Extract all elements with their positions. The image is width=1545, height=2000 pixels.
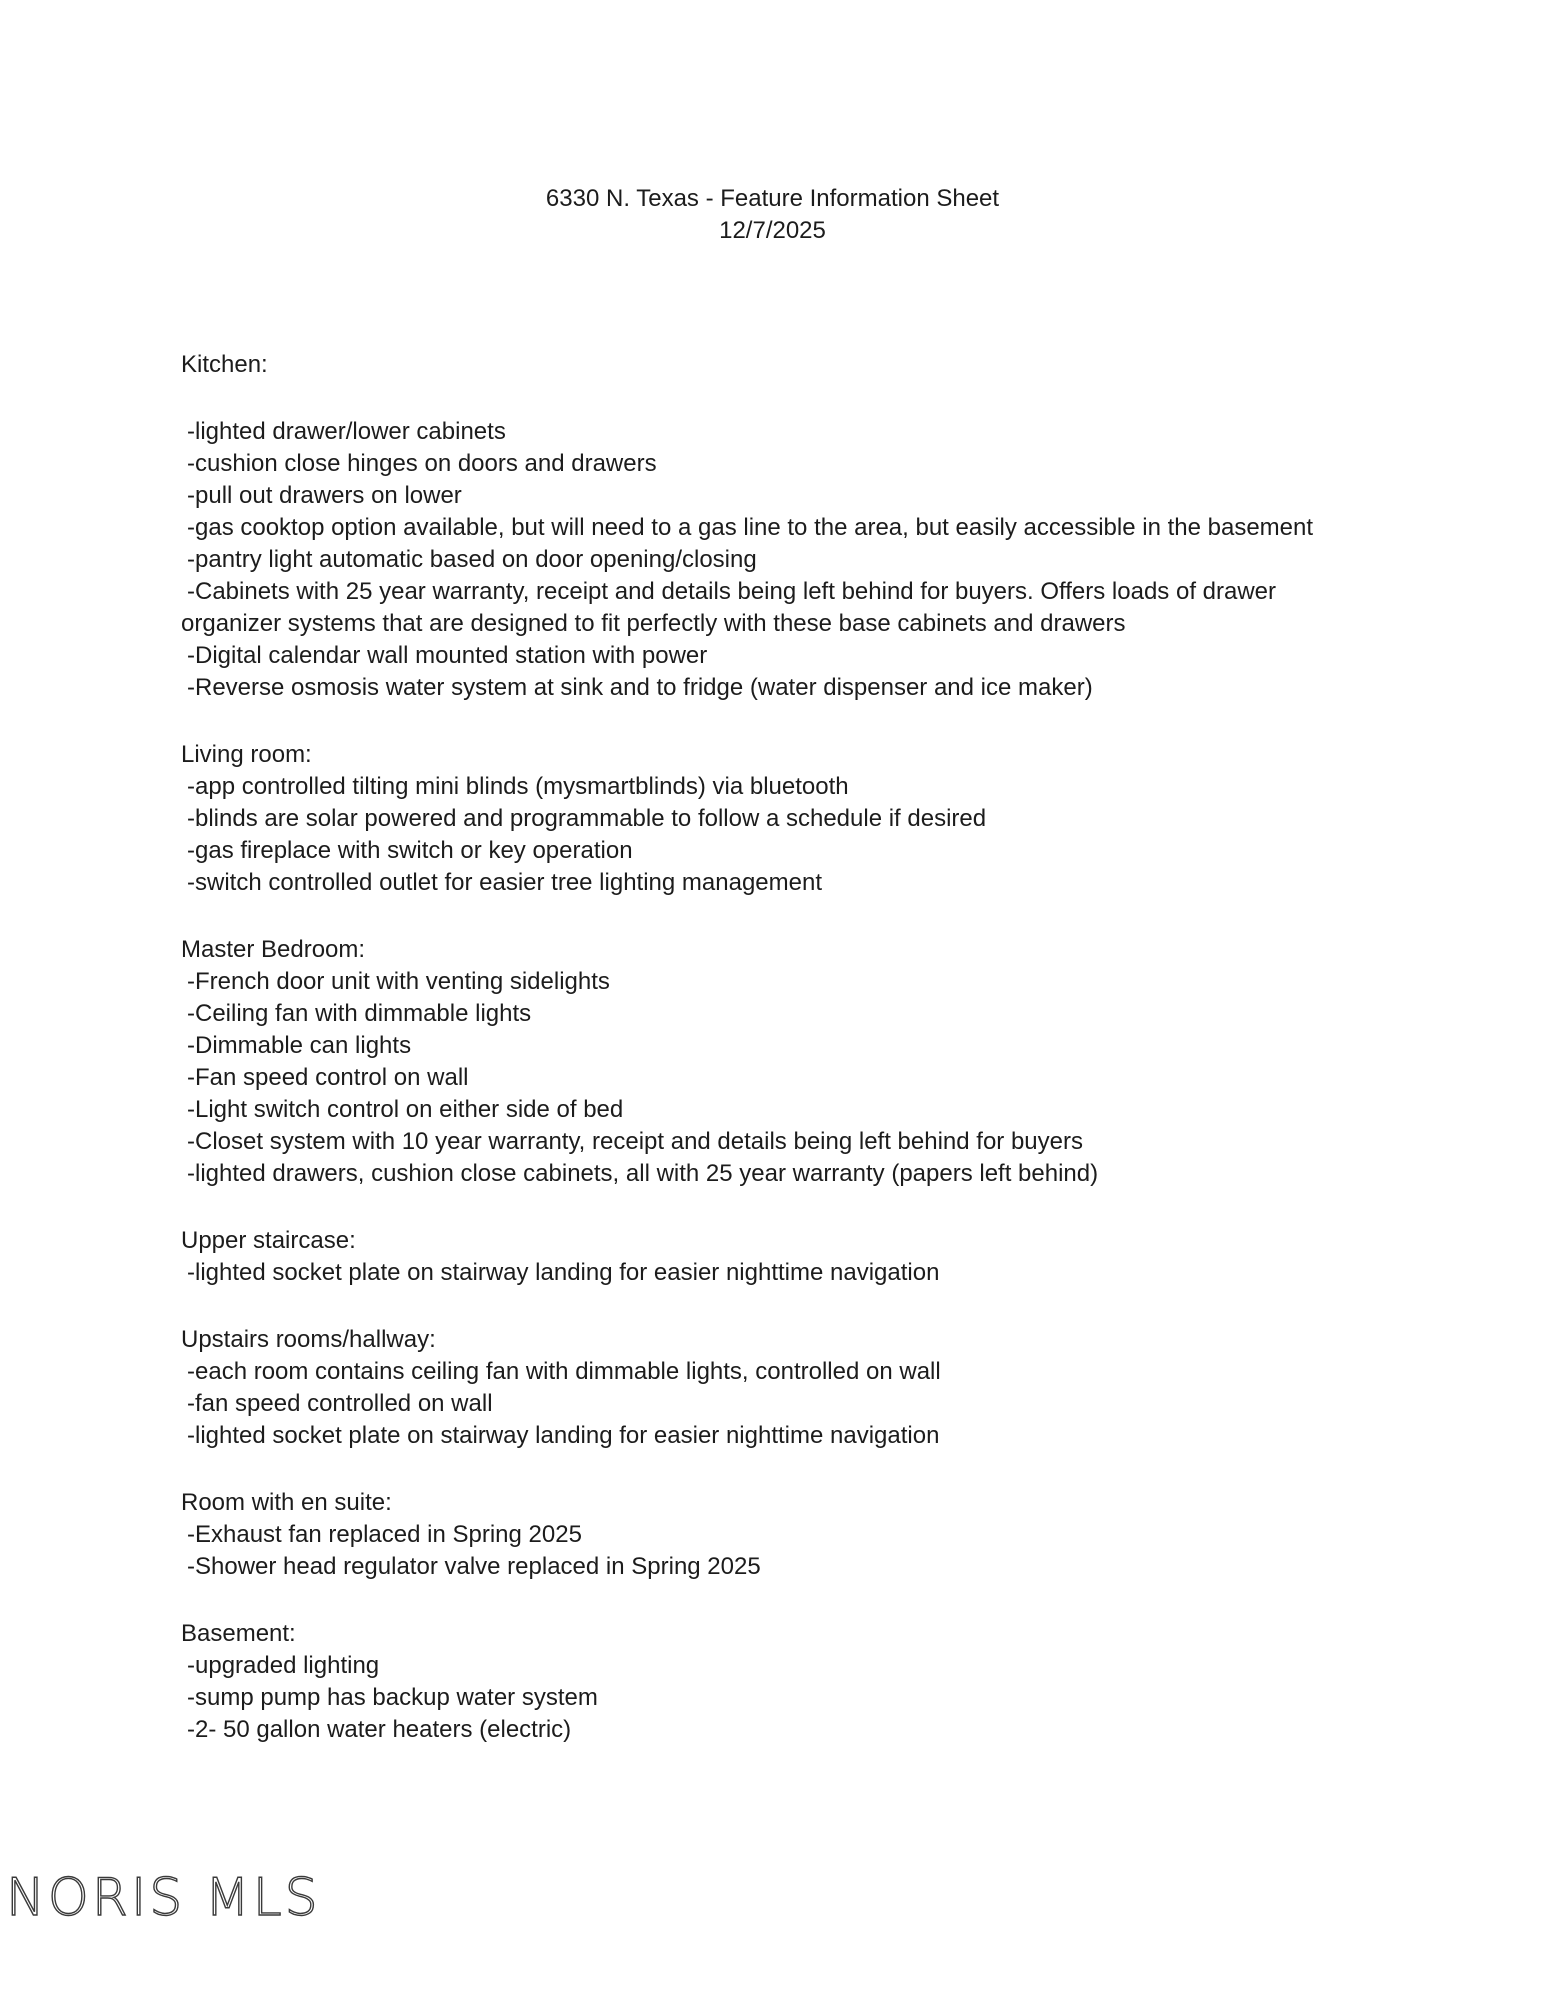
document-title: 6330 N. Texas - Feature Information Sheet xyxy=(545,185,1000,212)
feature-item: -Exhaust fan replaced in Spring 2025 xyxy=(187,1521,582,1548)
feature-item: -blinds are solar powered and programmable to follow a schedule if desired xyxy=(187,805,987,832)
section-kitchen xyxy=(181,349,1361,704)
section-upstairs-rooms xyxy=(181,1324,1361,1452)
section-heading: Upstairs rooms/hallway: xyxy=(181,1326,436,1353)
section-spacer xyxy=(181,1452,1361,1487)
feature-item: -2- 50 gallon water heaters (electric) xyxy=(187,1716,572,1743)
feature-item: -Shower head regulator valve replaced in Spring 2025 xyxy=(187,1553,761,1580)
feature-item: -sump pump has backup water system xyxy=(187,1684,598,1711)
section-heading: Living room: xyxy=(181,741,312,768)
section-spacer xyxy=(181,1583,1361,1618)
section-living-room xyxy=(181,739,1361,899)
feature-item: -each room contains ceiling fan with dimmable lights, controlled on wall xyxy=(187,1358,941,1385)
feature-item: -Cabinets with 25 year warranty, receipt and details being left behind for buyers. Offers loads of drawer organizer systems that are designed to fit perfectly with these base cabinets and drawers xyxy=(181,578,1277,637)
watermark-logo: NORIS MLS xyxy=(6,1868,321,1928)
section-spacer xyxy=(181,899,1361,934)
feature-list xyxy=(181,1257,1361,1289)
feature-item: -Digital calendar wall mounted station with power xyxy=(187,642,708,669)
section-heading: Upper staircase: xyxy=(181,1227,356,1254)
feature-item: -Ceiling fan with dimmable lights xyxy=(187,1000,532,1027)
section-spacer xyxy=(181,704,1361,739)
document-date: 12/7/2025 xyxy=(719,217,826,244)
feature-item: -lighted drawers, cushion close cabinets, all with 25 year warranty (papers left behind) xyxy=(187,1160,1099,1187)
feature-item: -Dimmable can lights xyxy=(187,1032,412,1059)
feature-item: -gas fireplace with switch or key operation xyxy=(187,837,633,864)
feature-item: -Light switch control on either side of bed xyxy=(187,1096,624,1123)
section-upper-staircase xyxy=(181,1225,1361,1289)
feature-item: -pull out drawers on lower xyxy=(187,482,462,509)
feature-item: -pantry light automatic based on door opening/closing xyxy=(187,546,757,573)
feature-item: -app controlled tilting mini blinds (mysmartblinds) via bluetooth xyxy=(187,773,849,800)
section-basement xyxy=(181,1618,1361,1746)
feature-item: -lighted socket plate on stairway landing for easier nighttime navigation xyxy=(187,1422,940,1449)
section-room-en-suite xyxy=(181,1487,1361,1583)
feature-item: -cushion close hinges on doors and drawers xyxy=(187,450,657,477)
feature-list xyxy=(181,966,1361,1190)
feature-list xyxy=(181,1519,1361,1583)
feature-item: -lighted drawer/lower cabinets xyxy=(187,418,506,445)
feature-item: -gas cooktop option available, but will need to a gas line to the area, but easily accessible in the basement xyxy=(187,514,1314,541)
section-heading: Master Bedroom: xyxy=(181,936,366,963)
document-body xyxy=(181,349,1361,1746)
feature-list xyxy=(181,771,1361,899)
feature-item: -switch controlled outlet for easier tree lighting management xyxy=(187,869,822,896)
feature-item: -Closet system with 10 year warranty, receipt and details being left behind for buyers xyxy=(187,1128,1083,1155)
section-heading: Kitchen: xyxy=(181,351,268,378)
section-heading: Basement: xyxy=(181,1620,296,1647)
feature-item: -Reverse osmosis water system at sink and to fridge (water dispenser and ice maker) xyxy=(187,674,1093,701)
feature-list xyxy=(181,1356,1361,1452)
feature-item: -French door unit with venting sidelights xyxy=(187,968,610,995)
feature-list xyxy=(181,416,1361,704)
feature-item: -fan speed controlled on wall xyxy=(187,1390,493,1417)
section-heading: Room with en suite: xyxy=(181,1489,392,1516)
section-spacer xyxy=(181,1289,1361,1324)
feature-item: -upgraded lighting xyxy=(187,1652,380,1679)
feature-item: -Fan speed control on wall xyxy=(187,1064,469,1091)
feature-item: -lighted socket plate on stairway landing for easier nighttime navigation xyxy=(187,1259,940,1286)
section-spacer xyxy=(181,1190,1361,1225)
section-master-bedroom xyxy=(181,934,1361,1190)
feature-list xyxy=(181,1650,1361,1746)
